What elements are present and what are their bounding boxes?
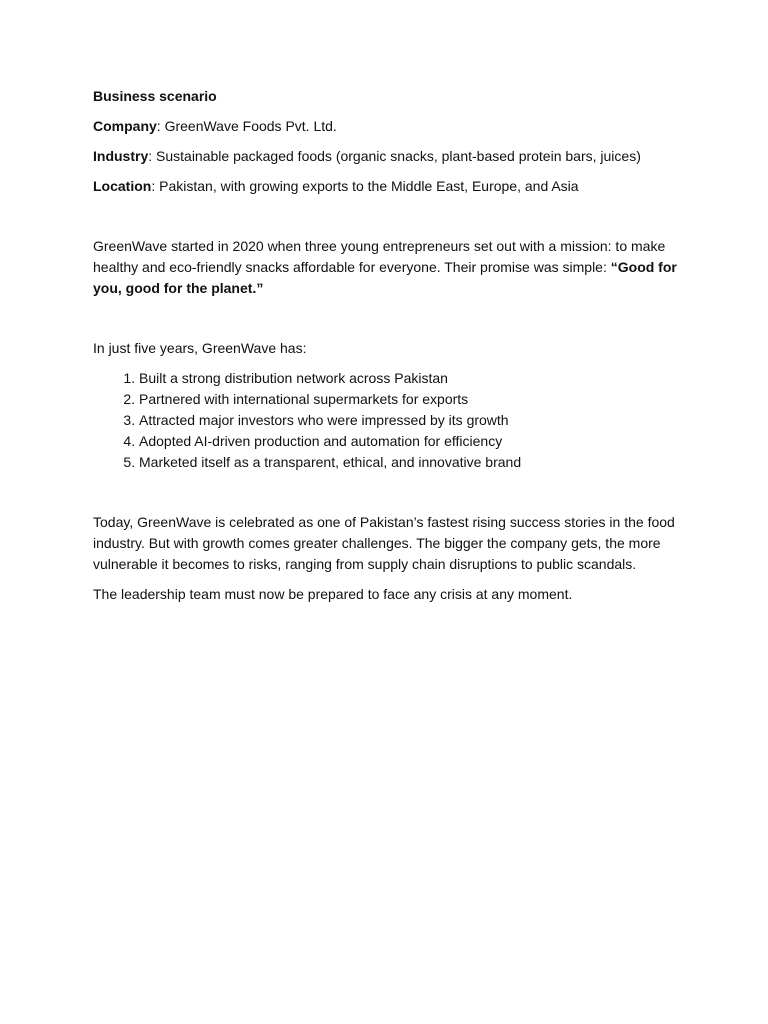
industry-field [93, 146, 683, 167]
intro-paragraph [93, 236, 683, 299]
document-title: Business scenario [93, 88, 217, 104]
location-field [93, 176, 683, 197]
achievements-lead: In just five years, GreenWave has: [93, 340, 307, 356]
list-item: 1. Built a strong distribution network across Pakistan [139, 368, 683, 389]
location-value: : Pakistan, with growing exports to the Middle East, Europe, and Asia [151, 178, 579, 194]
company-field [93, 116, 683, 137]
spacer [93, 206, 683, 236]
spacer [93, 482, 683, 512]
today-paragraph: Today, GreenWave is celebrated as one of Pakistan’s fastest rising success stories in the food industry. But with growth comes greater challenges. The bigger the company gets, the more vulnerable it becomes to risks, ranging from supply chain disruptions to public scandals. [93, 514, 675, 572]
achievements-list [93, 368, 683, 473]
brand-promise-quote: “Good for you, good for the planet.” [93, 259, 677, 296]
document-page [93, 86, 683, 614]
company-label: Company [93, 118, 157, 134]
list-item: 5. Marketed itself as a transparent, ethical, and innovative brand [139, 452, 683, 473]
spacer [93, 308, 683, 338]
industry-label: Industry [93, 148, 149, 164]
list-item: 3. Attracted major investors who were impressed by its growth [139, 410, 683, 431]
list-item: 4. Adopted AI-driven production and automation for efficiency [139, 431, 683, 452]
location-label: Location [93, 178, 152, 194]
closing-paragraph: The leadership team must now be prepared to face any crisis at any moment. [93, 586, 573, 602]
intro-text: GreenWave started in 2020 when three young entrepreneurs set out with a mission: to make healthy and eco-friendly snacks affordable for everyone. Their promise was simple: [93, 238, 666, 275]
list-item: 2. Partnered with international supermarkets for exports [139, 389, 683, 410]
industry-value: : Sustainable packaged foods (organic snacks, plant-based protein bars, juices) [148, 148, 641, 164]
company-value: : GreenWave Foods Pvt. Ltd. [156, 118, 337, 134]
